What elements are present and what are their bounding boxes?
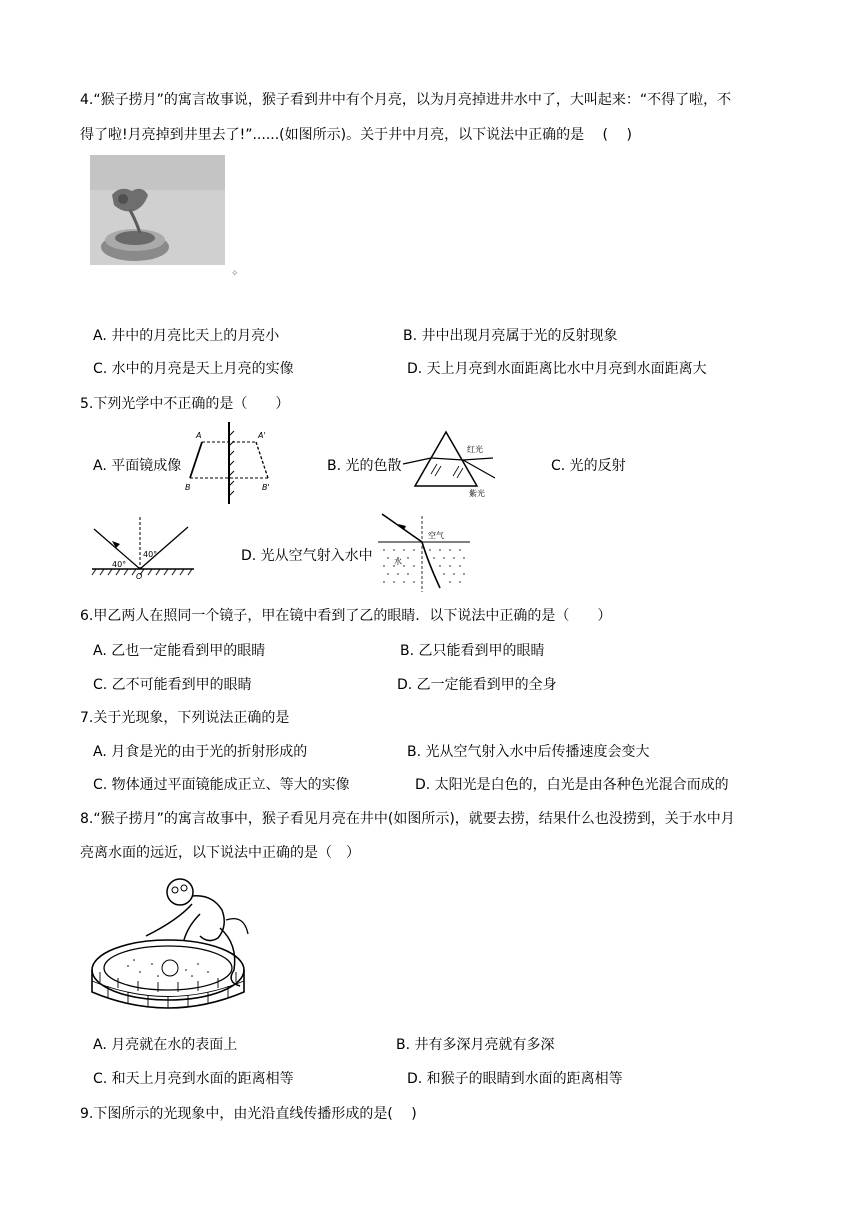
q8-stem-line2: 亮离水面的远近，以下说法中正确的是（ ） — [80, 845, 360, 861]
q9-stem: 9.下图所示的光现象中，由光沿直线传播形成的是( ) — [80, 1106, 417, 1122]
q7-option-c[interactable]: C. 物体通过平面镜能成正立、等大的实像 — [93, 777, 350, 793]
q7-option-b[interactable]: B. 光从空气射入水中后传播速度会变大 — [407, 744, 650, 760]
q4-option-d[interactable]: D. 天上月亮到水面距离比水中月亮到水面距离大 — [407, 361, 707, 377]
q4-stem-line2: 得了啦!月亮掉到井里去了!”......(如图所示)。关于井中月亮，以下说法中正确的是 ( ) — [80, 127, 632, 143]
q6-option-a[interactable]: A. 乙也一定能看到甲的眼睛 — [93, 643, 266, 659]
q8-option-d[interactable]: D. 和猴子的眼睛到水面的距离相等 — [407, 1071, 623, 1087]
q5-stem: 5.下列光学中不正确的是（ ） — [80, 396, 290, 412]
fig-a-label-b-prime: B' — [262, 483, 270, 492]
q4-option-a[interactable]: A. 井中的月亮比天上的月亮小 — [93, 328, 280, 344]
q6-option-d[interactable]: D. 乙一定能看到甲的全身 — [397, 677, 557, 693]
q5-figure-refraction — [378, 512, 470, 592]
fig-c-label-angle2: 40° — [112, 560, 127, 569]
q5-option-a[interactable]: A. 平面镜成像 — [93, 458, 182, 474]
q6-stem: 6.甲乙两人在照同一个镜子，甲在镜中看到了乙的眼睛．以下说法中正确的是（ ） — [80, 608, 612, 624]
q5-figure-prism-dispersion — [403, 430, 503, 502]
fig-d-label-water: 水 — [394, 557, 402, 566]
q4-option-c[interactable]: C. 水中的月亮是天上月亮的实像 — [93, 361, 294, 377]
fig-b-label-red: 红光 — [467, 445, 483, 454]
q4-figure-mark: ✧ — [231, 269, 239, 279]
q7-option-d[interactable]: D. 太阳光是白色的，白光是由各种色光混合而成的 — [415, 777, 729, 793]
fig-a-label-a: A — [196, 431, 202, 440]
q6-option-b[interactable]: B. 乙只能看到甲的眼睛 — [400, 643, 545, 659]
q7-stem: 7.关于光现象，下列说法正确的是 — [80, 710, 290, 726]
q5-option-b[interactable]: B. 光的色散 — [327, 458, 402, 474]
q8-monkey-well-drawing — [88, 874, 250, 1014]
q8-option-a[interactable]: A. 月亮就在水的表面上 — [93, 1037, 238, 1053]
q4-stem-line1: 4.“猴子捞月”的寓言故事说，猴子看到井中有个月亮，以为月亮掉进井水中了，大叫起来：“不得了啦，不 — [80, 92, 732, 108]
q4-option-b[interactable]: B. 井中出现月亮属于光的反射现象 — [403, 328, 618, 344]
q5-figure-reflection — [92, 517, 194, 579]
q5-option-d[interactable]: D. 光从空气射入水中 — [241, 548, 373, 564]
q7-option-a[interactable]: A. 月食是光的由于光的折射形成的 — [93, 744, 308, 760]
q6-option-c[interactable]: C. 乙不可能看到甲的眼睛 — [93, 677, 252, 693]
fig-c-label-angle1: 40° — [143, 550, 158, 559]
fig-a-label-a-prime: A' — [258, 431, 266, 440]
fig-c-label-o: O — [136, 572, 143, 581]
q5-figure-plane-mirror — [182, 422, 277, 504]
q8-stem-line1: 8.“猴子捞月”的寓言故事中，猴子看见月亮在井中(如图所示)，就要去捞，结果什么也没捞到，关于水中月 — [80, 811, 735, 827]
q5-option-c[interactable]: C. 光的反射 — [551, 458, 626, 474]
q8-option-c[interactable]: C. 和天上月亮到水面的距离相等 — [93, 1071, 294, 1087]
fig-b-label-purple: 紫光 — [469, 489, 485, 498]
q4-monkey-well-photo — [90, 155, 225, 265]
q8-option-b[interactable]: B. 井有多深月亮就有多深 — [396, 1037, 555, 1053]
fig-d-label-air: 空气 — [428, 531, 444, 540]
fig-a-label-b: B — [185, 483, 191, 492]
